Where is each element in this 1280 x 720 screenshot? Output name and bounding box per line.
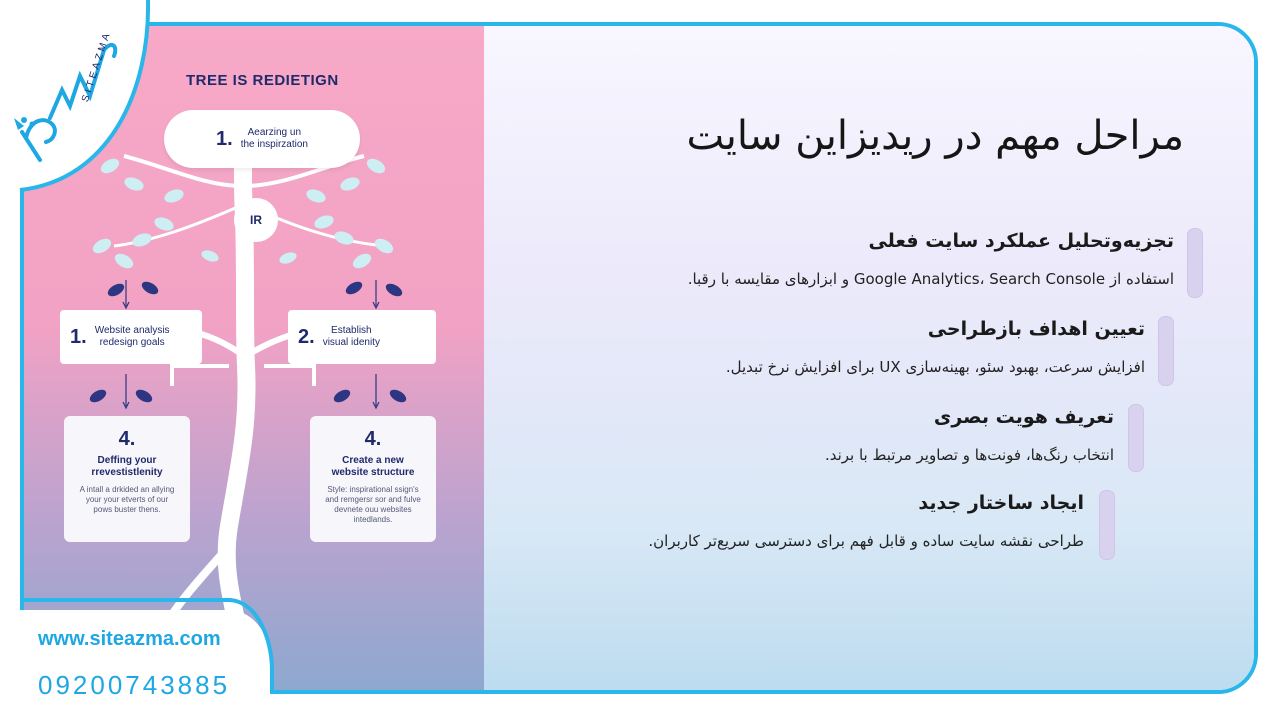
card-right-number: 4. [364,428,382,450]
card-right-desc [310,485,436,525]
item-1-desc: استفاده از Google Analytics، Search Console و ابزارهای مقایسه با رقبا. [687,270,1174,288]
box-left-line-2: redesign goals [99,337,165,348]
item-2-heading: تعیین اهداف بازطراحی [927,318,1145,340]
card-left-desc-2: your your etverts of our [85,495,169,504]
card-left-desc-1: A intall a drkided an allying [79,485,175,494]
list-item-3 [825,406,1114,464]
item-4-heading: ایجاد ساختار جدید [918,492,1084,514]
logo-wordmark: SITEAZMA [80,29,114,104]
card-left-title-1: Deffing your [97,455,157,466]
card-right-title [310,455,436,479]
item-3-desc: انتخاب رنگ‌ها، فونت‌ها و تصاویر مرتبط با برند. [824,446,1114,464]
card-right-desc-2: and remgersr sor and fulve [325,495,421,504]
siteazma-logo [0,0,140,200]
item-1-heading: تجزیه‌وتحلیل عملکرد سایت فعلی [868,230,1174,252]
box-left-line-1: Website analysis [94,325,170,336]
card-right-title-2: website structure [331,467,415,478]
list-item-2 [726,318,1145,376]
logo-mark-icon [0,0,140,190]
list-item-4 [648,492,1084,550]
card-right [310,416,436,542]
list-item-1 [688,230,1174,288]
box-left-number: 1. [70,325,87,348]
box-right-number: 2. [298,325,315,348]
card-right-desc-4: intedlands. [353,515,393,524]
item-1-accent-bar [1187,228,1203,298]
item-3-accent-bar [1128,404,1144,472]
poster-title: TREE IS REDIETIGN [186,72,339,89]
card-left-title-2: rrevestistlenity [91,467,163,478]
item-4-desc: طراحی نقشه سایت ساده و قابل فهم برای دسترسی سریع‌تر کاربران. [648,532,1084,550]
card-left-desc-3: pows buster thens. [93,505,161,514]
card-right-desc-3: devnete ouu websites [334,505,412,514]
top-node-number: 1. [216,127,233,150]
website-url[interactable]: www.siteazma.com [38,628,221,650]
box-right-line-1: Establish [331,325,372,336]
top-node-line-1: Aearzing un [247,127,302,138]
page-title: مراحل مهم در ریدیزاین سایت [686,113,1184,159]
item-2-accent-bar [1158,316,1174,386]
box-right-text [323,325,380,349]
card-right-title-1: Create a new [342,455,404,466]
box-right-line-2: visual idenity [322,337,380,348]
card-right-desc-1: Style: inspirational ssign's [327,485,419,494]
item-3-heading: تعریف هویت بصری [933,406,1114,428]
circle-node: IR [234,198,278,242]
phone-number[interactable]: 09200743885 [38,670,231,700]
box-node-right [288,310,436,364]
top-node-line-2: the inspirzation [240,139,308,150]
item-2-desc: افزایش سرعت، بهبود سئو، بهینه‌سازی UX برای افزایش نرخ تبدیل. [725,358,1145,376]
card-left-number: 4. [118,428,136,450]
item-4-accent-bar [1099,490,1115,560]
